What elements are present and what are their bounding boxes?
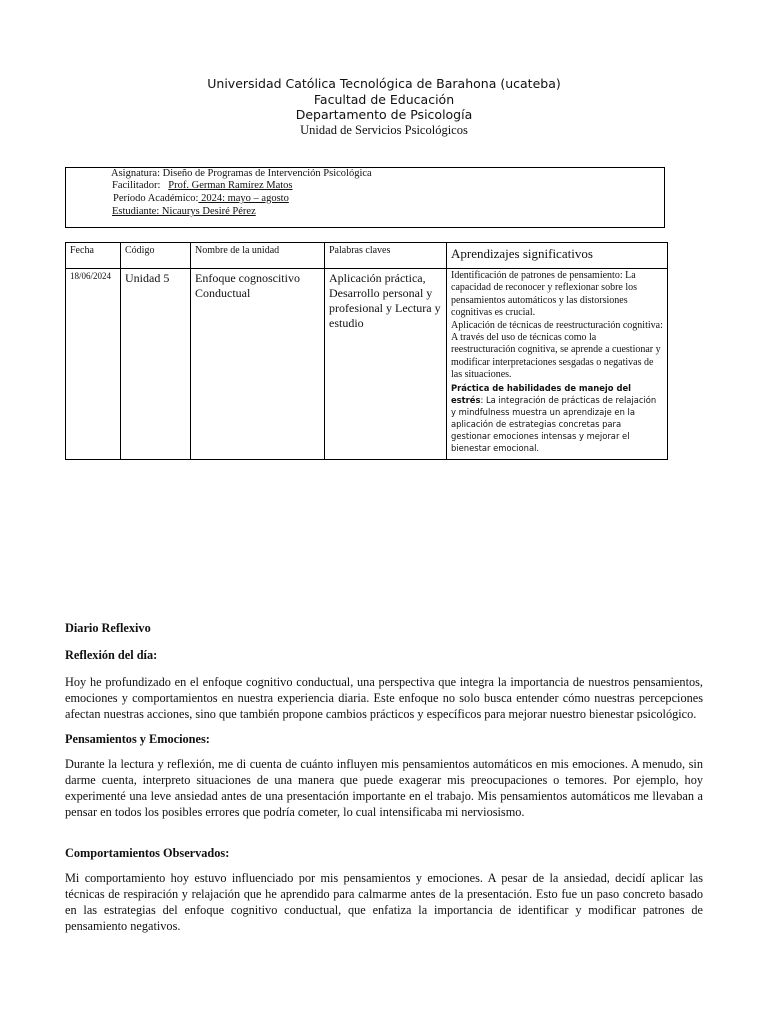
aprendizaje-1: Identificación de patrones de pensamiento: La capacidad de reconocer y reflexionar sobre los pensamientos automáticos y las distorsiones cognitivas es crucial. — [451, 270, 638, 319]
facilitador-value: Prof. German Ramírez Matos — [168, 180, 293, 191]
document-header — [0, 76, 768, 138]
units-table — [65, 242, 668, 460]
reflexion-title: Reflexión del día: — [65, 648, 158, 662]
department-name: Departamento de Psicología — [295, 107, 473, 122]
periodo-line — [113, 193, 289, 206]
cell-fecha: 18/06/2024 — [66, 269, 121, 460]
header-aprendizajes: Aprendizajes significativos — [447, 243, 668, 269]
periodo-value: 2024: mayo – agosto — [198, 193, 289, 204]
cell-codigo: Unidad 5 — [121, 269, 191, 460]
pensamientos-paragraph: Durante la lectura y reflexión, me di cuenta de cuánto influyen mis pensamientos automáticos en mis emociones. A menudo, sin darme cuenta, interpreto situaciones de una manera que puede exagerar mis preocupaciones o temores. Por ejemplo, hoy experimenté una leve ansiedad antes de una presentación importante en el trabajo. Mis pensamientos automáticos me llevaban a pensar en todos los posibles errores que podría cometer, lo cual intensificaba mi nerviosismo. — [65, 757, 703, 819]
reflexion-paragraph: Hoy he profundizado en el enfoque cognitivo conductual, una perspectiva que integra la importancia de nuestros pensamientos, emociones y comportamientos en nuestra experiencia diaria. Este enfoque no solo busca entender cómo nuestras percepciones afectan nuestras acciones, sino que también propone cambios prácticos y específicos para mejorar nuestro bienestar psicológico. — [65, 675, 703, 721]
table-header-row — [66, 243, 668, 269]
periodo-label: Período Académico: — [113, 193, 199, 204]
comportamientos-paragraph: Mi comportamiento hoy estuvo influenciado por mis pensamientos y emociones. A pesar de la ansiedad, decidí aplicar las técnicas de respiración y relajación que he aprendido para calmarme antes de la presentación. Esto fue un paso concreto basado en las estrategias del enfoque cognitivo conductual, que enfatiza la importancia de identificar y modificar patrones de pensamiento negativos. — [65, 871, 703, 933]
course-info-box — [65, 167, 665, 228]
header-palabras: Palabras claves — [325, 243, 447, 269]
asignatura-line — [111, 168, 372, 181]
facilitador-label: Facilitador: — [112, 180, 161, 191]
asignatura-value: Diseño de Programas de Intervención Psicológica — [162, 168, 372, 179]
diario-title: Diario Reflexivo — [65, 621, 151, 635]
aprendizaje-3-title: Práctica de habilidades de manejo del estrés — [451, 382, 632, 405]
facilitador-line — [112, 180, 293, 193]
cell-aprendizajes — [447, 269, 668, 460]
table-row — [66, 269, 668, 460]
university-name: Universidad Católica Tecnológica de Barahona (ucateba) — [207, 76, 561, 91]
header-codigo: Código — [121, 243, 191, 269]
unit-name: Unidad de Servicios Psicológicos — [300, 122, 468, 137]
aprendizaje-3 — [451, 382, 663, 455]
comportamientos-title: Comportamientos Observados: — [65, 846, 230, 860]
asignatura-label: Asignatura: — [111, 168, 163, 179]
header-fecha: Fecha — [66, 243, 121, 269]
estudiante-line: Estudiante: Nicaurys Desiré Pérez — [112, 206, 256, 217]
pensamientos-title: Pensamientos y Emociones: — [65, 732, 210, 746]
faculty-name: Facultad de Educación — [313, 91, 455, 107]
cell-palabras: Aplicación práctica, Desarrollo personal y profesional y Lectura y estudio — [325, 269, 447, 460]
cell-nombre: Enfoque cognoscitivo Conductual — [191, 269, 325, 460]
aprendizaje-2: Aplicación de técnicas de reestructuración cognitiva: A través del uso de técnicas como la reestructuración cognitiva, se aprende a cuestionar y modificar interpretaciones sesgadas o negativas de las situaciones. — [451, 319, 663, 381]
aprendizaje-3-text: : La integración de prácticas de relajación y mindfulness muestra un aprendizaje en la aplicación de estrategias concretas para gestionar emociones intensas y mejorar el bienestar emocional. — [451, 394, 657, 454]
reflective-journal — [65, 620, 703, 934]
header-nombre: Nombre de la unidad — [191, 243, 325, 269]
